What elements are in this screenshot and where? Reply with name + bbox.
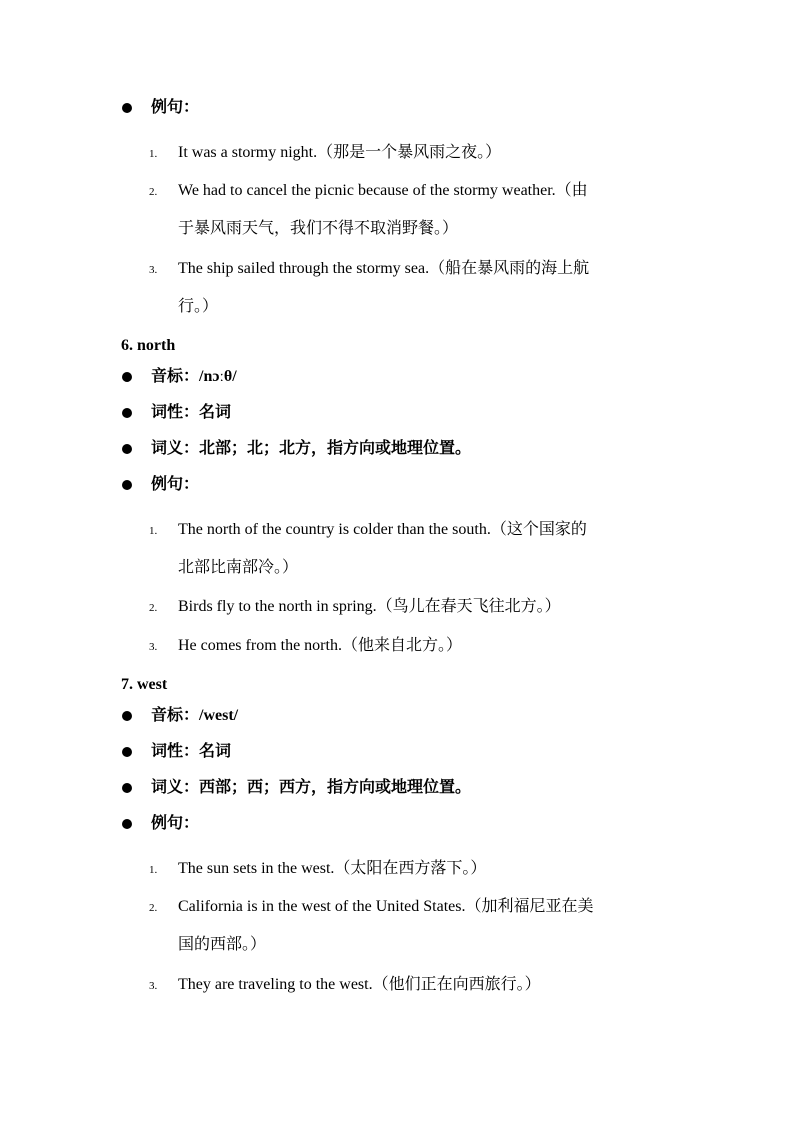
- part-of-speech-text: 词性：名词: [151, 743, 232, 760]
- part-of-speech-text: 词性：名词: [151, 404, 232, 421]
- example-sentence: California is in the west of the United States.（加利福尼亚在美: [178, 898, 594, 915]
- bullet-dot-icon: [122, 408, 132, 418]
- example-sentence: The ship sailed through the stormy sea.（船在暴风雨的海上航: [178, 260, 590, 277]
- meaning-text: 词义：北部；北；北方，指方向或地理位置。: [151, 440, 472, 457]
- example-number: 2.: [149, 186, 158, 198]
- bullet-dot-icon: [122, 819, 132, 829]
- example-number: 1.: [149, 864, 158, 876]
- example-sentence-continued: 北部比南部冷。）: [178, 559, 299, 576]
- entry-heading-west: 7. west: [121, 676, 168, 693]
- example-number: 3.: [149, 641, 158, 653]
- example-label: 例句：: [151, 815, 200, 832]
- example-sentence: The sun sets in the west.（太阳在西方落下。）: [178, 860, 487, 877]
- example-label: 例句：: [151, 99, 200, 116]
- example-sentence-continued: 行。）: [178, 298, 219, 315]
- phonetic-text: 音标：/west/: [151, 707, 239, 724]
- example-sentence: We had to cancel the picnic because of the stormy weather.（由: [178, 182, 588, 199]
- meaning-text: 词义：西部；西；西方，指方向或地理位置。: [151, 779, 472, 796]
- example-number: 1.: [149, 148, 158, 160]
- example-number: 1.: [149, 525, 158, 537]
- bullet-dot-icon: [122, 480, 132, 490]
- example-number: 3.: [149, 264, 158, 276]
- bullet-dot-icon: [122, 711, 132, 721]
- entry-heading-north: 6. north: [121, 337, 176, 354]
- phonetic-text: 音标：/nɔːθ/: [151, 368, 237, 385]
- example-number: 2.: [149, 602, 158, 614]
- example-sentence: The north of the country is colder than the south.（这个国家的: [178, 521, 587, 538]
- example-sentence-continued: 国的西部。）: [178, 936, 267, 953]
- example-sentence: It was a stormy night.（那是一个暴风雨之夜。）: [178, 144, 502, 161]
- example-sentence: He comes from the north.（他来自北方。）: [178, 637, 462, 654]
- bullet-dot-icon: [122, 444, 132, 454]
- example-label: 例句：: [151, 476, 200, 493]
- bullet-dot-icon: [122, 747, 132, 757]
- example-sentence: Birds fly to the north in spring.（鸟儿在春天飞往北方。）: [178, 598, 561, 615]
- example-number: 3.: [149, 980, 158, 992]
- example-sentence-continued: 于暴风雨天气，我们不得不取消野餐。）: [178, 220, 459, 237]
- bullet-dot-icon: [122, 783, 132, 793]
- bullet-dot-icon: [122, 372, 132, 382]
- example-sentence: They are traveling to the west.（他们正在向西旅行。）: [178, 976, 541, 993]
- bullet-dot-icon: [122, 103, 132, 113]
- example-number: 2.: [149, 902, 158, 914]
